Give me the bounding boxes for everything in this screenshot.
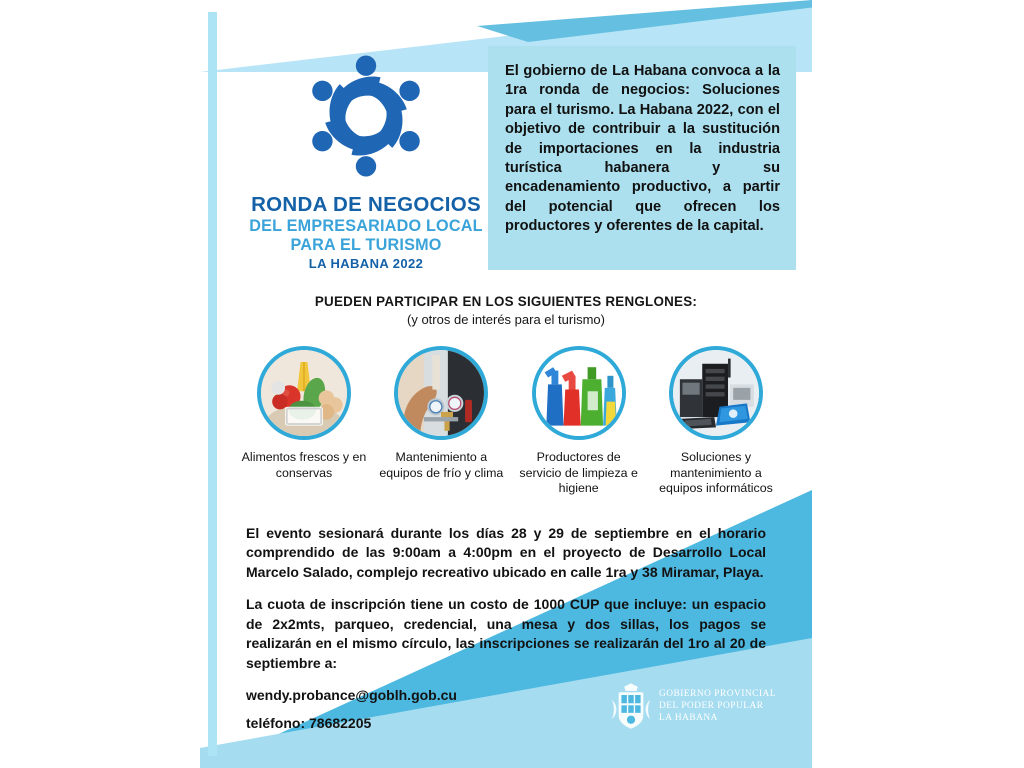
teamwork-circle-logo-icon xyxy=(298,48,434,184)
participate-subtitle: (y otros de interés para el turismo) xyxy=(407,312,605,327)
havana-coat-of-arms-icon xyxy=(610,682,652,730)
logo-title-line2: DEL EMPRESARIADO LOCAL xyxy=(249,216,483,235)
category-item-refrigeration xyxy=(377,346,505,497)
contact-phone: teléfono: 78682205 xyxy=(246,714,372,731)
intro-callout-box xyxy=(488,46,796,270)
logo-title-line4: LA HABANA 2022 xyxy=(308,256,424,272)
schedule-paragraph: El evento sesionará durante los días 28 y 29 de septiembre en el horario comprendido de las 9:00am a 4:00pm en el proyecto de Desarrollo Local Marcelo Salado, complejo recreativo ubicado en calle 1ra y 38 Miramar, Playa. xyxy=(246,525,766,580)
seal-line1: GOBIERNO PROVINCIAL xyxy=(659,688,777,699)
category-label: Soluciones y mantenimiento a equipos informáticos xyxy=(659,450,773,496)
computer-equipment-icon xyxy=(669,346,763,440)
refrigeration-maintenance-icon xyxy=(394,346,488,440)
event-logo-block xyxy=(235,48,497,271)
category-item-fresh-food xyxy=(240,346,368,497)
seal-line3: LA HABANA xyxy=(659,713,718,724)
cleaning-products-icon xyxy=(532,346,626,440)
logo-title-line3: PARA EL TURISMO xyxy=(290,235,442,254)
category-item-computers xyxy=(652,346,780,497)
left-accent-stripe xyxy=(208,12,217,756)
seal-line2: DEL PODER POPULAR xyxy=(659,700,764,711)
category-label: Productores de servicio de limpieza e higiene xyxy=(519,450,638,496)
contact-email[interactable]: wendy.probance@goblh.gob.cu xyxy=(246,687,457,704)
category-label: Alimentos frescos y en conservas xyxy=(241,450,367,480)
fee-paragraph: La cuota de inscripción tiene un costo de 1000 CUP que incluye: un espacio de 2x2mts, parqueo, credencial, una mesa y dos sillas, los pagos se realizarán en el mismo círculo, las inscripciones se realizarán del 1ro al 20 de septiembre a: xyxy=(246,596,766,671)
category-list xyxy=(240,346,780,497)
participate-title: PUEDEN PARTICIPAR EN LOS SIGUIENTES RENGLONES: xyxy=(314,294,698,309)
fresh-food-icon xyxy=(257,346,351,440)
intro-callout-text: El gobierno de La Habana convoca a la 1ra ronda de negocios: Soluciones para el turismo. La Habana 2022, con el objetivo de contribuir a la sustitución de importaciones en la industria turística habanera y su encadenamiento productivo, a partir del potencial que ofrecen los productores y oferentes de la capital. xyxy=(505,63,780,235)
category-item-cleaning xyxy=(515,346,643,497)
poster-canvas xyxy=(200,0,812,768)
category-label: Mantenimiento a equipos de frío y clima xyxy=(379,450,504,480)
government-seal-block xyxy=(610,682,776,730)
logo-title-line1: RONDA DE NEGOCIOS xyxy=(251,193,481,216)
participate-heading-block xyxy=(200,294,812,327)
seal-text-block xyxy=(659,688,776,725)
